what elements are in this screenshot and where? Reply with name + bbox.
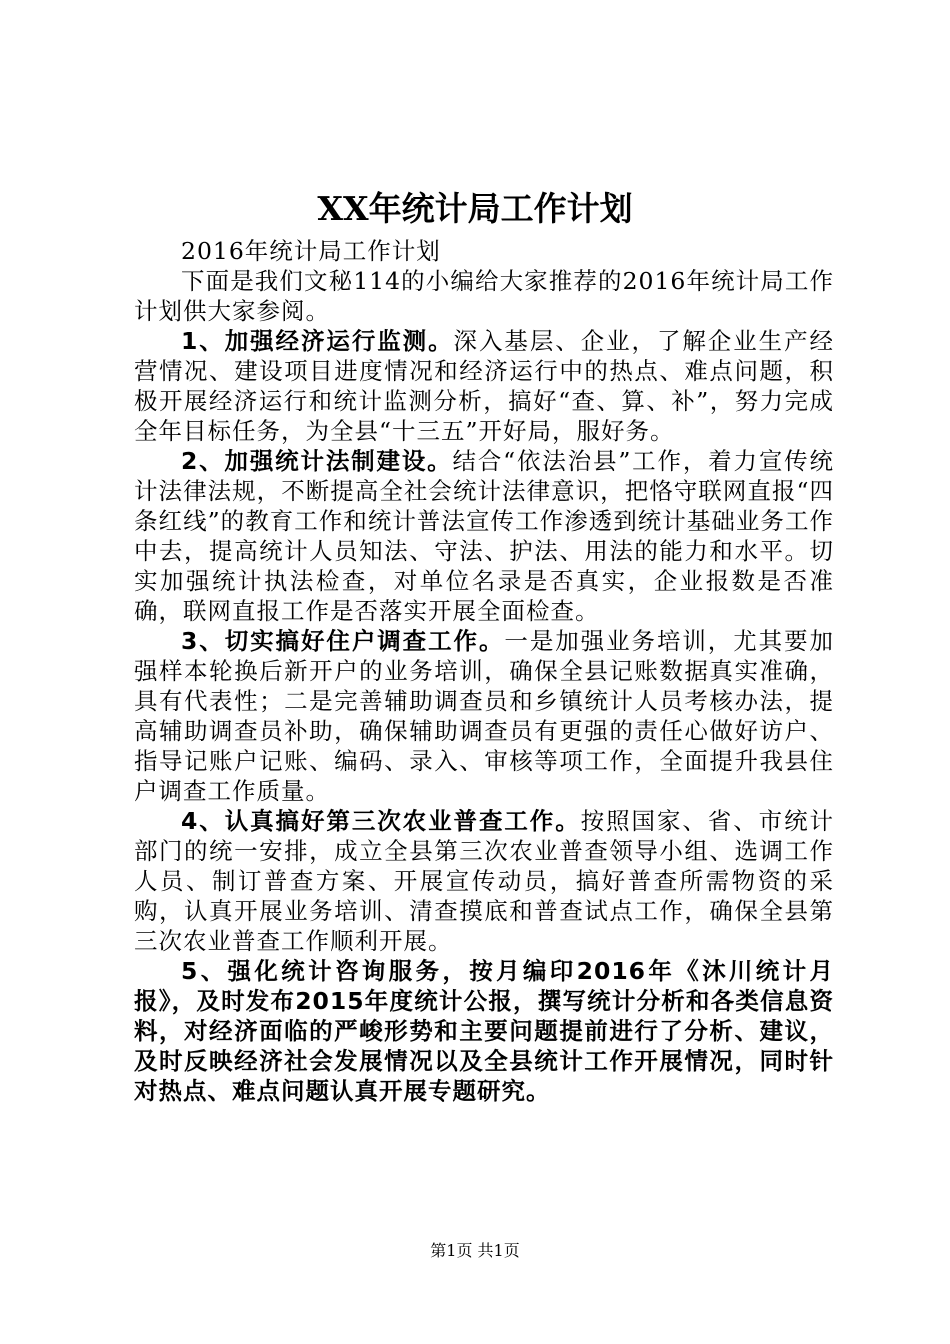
section-paragraph (134, 326, 834, 446)
section-paragraph (134, 806, 834, 956)
section-paragraph (134, 446, 834, 626)
intro-paragraph: 下面是我们文秘114的小编给大家推荐的2016年统计局工作计划供大家参阅。 (134, 267, 834, 325)
section-heading: 4、认真搞好第三次农业普查工作。 (181, 807, 581, 835)
section-body: 5、强化统计咨询服务，按月编印2016年《沐川统计月报》，及时发布2015年度统计公报，撰写统计分析和各类信息资料，对经济面临的严峻形势和主要问题提前进行了分析、建议，及时反映经济社会发展情况以及全县统计工作开展情况，同时针对热点、难点问题认真开展专题研究。 (134, 957, 834, 1105)
section-paragraph (134, 626, 834, 806)
section-body: 结合“依法治县”工作，着力宣传统计法律法规，不断提高全社会统计法律意识，把恪守联网直报“四条红线”的教育工作和统计普法宣传工作渗透到统计基础业务工作中去，提高统计人员知法、守法、护法、用法的能力和水平。切实加强统计执法检查，对单位名录是否真实，企业报数是否准确，联网直报工作是否落实开展全面检查。 (134, 447, 834, 625)
section-body: 按照国家、省、市统计部门的统一安排，成立全县第三次农业普查领导小组、选调工作人员、制订普查方案、开展宣传动员，搞好普查所需物资的采购，认真开展业务培训、清查摸底和普查试点工作，确保全县第三次农业普查工作顺利开展。 (134, 807, 835, 955)
document-subtitle: 2016年统计局工作计划 (181, 237, 441, 265)
section-body: 一是加强业务培训，尤其要加强样本轮换后新开户的业务培训，确保全县记账数据真实准确，具有代表性；二是完善辅助调查员和乡镇统计人员考核办法，提高辅助调查员补助，确保辅助调查员有更强的责任心做好访户、指导记账户记账、编码、录入、审核等项工作，全面提升我县住户调查工作质量。 (134, 627, 834, 805)
section-body: 深入基层、企业，了解企业生产经营情况、建设项目进度情况和经济运行中的热点、难点问题，积极开展经济运行和统计监测分析，搞好“查、算、补”，努力完成全年目标任务，为全县“十三五”开好局，服好务。 (134, 327, 835, 445)
page-footer: 第1页 共1页 (430, 1241, 520, 1260)
section-heading: 3、切实搞好住户调查工作。 (181, 627, 505, 655)
section-heading: 1、加强经济运行监测。 (181, 327, 454, 355)
document-body (134, 236, 834, 1106)
section-heading: 2、加强统计法制建设。 (181, 447, 453, 475)
document-title: XX年统计局工作计划 (317, 189, 633, 228)
section-paragraph (134, 956, 834, 1106)
